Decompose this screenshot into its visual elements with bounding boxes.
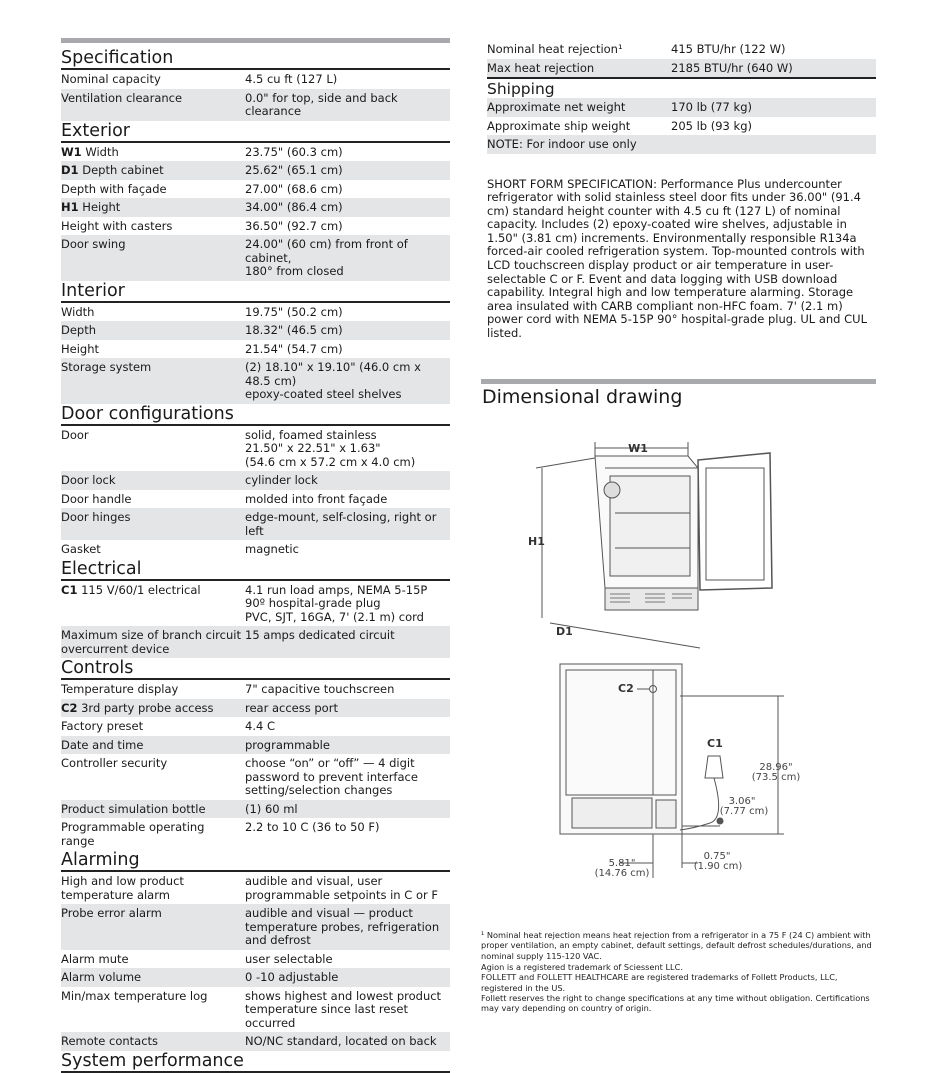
spec-sections xyxy=(61,48,450,1073)
spec-row xyxy=(61,161,450,180)
power-plug-icon xyxy=(705,756,723,778)
spec-value: choose “on” or “off” — 4 digit password to prevent interface setting/selection changes xyxy=(245,756,418,797)
spec-row xyxy=(61,626,450,658)
spec-value: NO/NC standard, located on back xyxy=(245,1034,437,1048)
spec-value: cylinder lock xyxy=(245,473,318,487)
row-label: Max heat rejection xyxy=(487,60,595,75)
spec-label xyxy=(61,683,245,697)
spec-value: 0.0" for top, side and back clearance xyxy=(245,90,398,118)
spec-value: 21.54" (54.7 cm) xyxy=(245,341,343,356)
row-value: 415 BTU/hr (122 W) xyxy=(671,42,786,56)
dim-5-81: 5.81" xyxy=(608,858,636,869)
spec-value: 0 -10 adjustable xyxy=(245,970,339,984)
section-title: Specification xyxy=(61,48,450,70)
spec-label xyxy=(61,220,245,234)
spec-label-text: High and low product temperature alarm xyxy=(61,874,184,902)
spec-label xyxy=(61,990,245,1031)
row-label: Approximate net weight xyxy=(487,100,626,114)
spec-label-text: Temperature display xyxy=(61,682,179,696)
dimensional-rule xyxy=(481,379,876,384)
row-value: 170 lb (77 kg) xyxy=(671,100,752,114)
spec-label-text: Width xyxy=(61,304,95,319)
spec-row xyxy=(61,736,450,755)
c2-label: C2 xyxy=(618,682,634,695)
dimensional-drawing xyxy=(520,438,810,888)
spec-value: 4.1 run load amps, NEMA 5-15P 90º hospital-grade plug PVC, SJT, 16GA, 7' (2.1 m) cord xyxy=(245,582,428,624)
dim-0-75: 0.75" xyxy=(703,851,731,862)
spec-row xyxy=(61,968,450,987)
spec-label xyxy=(61,306,245,320)
spec-label-text: Door lock xyxy=(61,473,116,487)
dim-73-5: (73.5 cm) xyxy=(751,772,801,783)
row-label: NOTE: For indoor use only xyxy=(487,137,637,151)
spec-value: 34.00" (86.4 cm) xyxy=(245,200,343,214)
legal-notes xyxy=(481,962,881,1013)
table-row xyxy=(487,59,876,78)
dim-7-77: (7.77 cm) xyxy=(719,806,769,817)
section-title: Exterior xyxy=(61,121,450,143)
spec-label-text: Door swing xyxy=(61,237,126,251)
spec-row xyxy=(61,754,450,800)
section-title: Controls xyxy=(61,658,450,680)
spec-row xyxy=(61,340,450,359)
spec-label-text: Product simulation bottle xyxy=(61,801,206,816)
spec-label-text: Date and time xyxy=(61,737,144,752)
spec-label-text: Min/max temperature log xyxy=(61,988,208,1003)
table-row xyxy=(487,40,876,59)
legal-follett: FOLLETT and FOLLETT HEALTHCARE are registered trademarks of Follett Products, LLC, registered in the US. xyxy=(481,972,838,993)
spec-code: D1 xyxy=(61,163,79,177)
shipping-table xyxy=(487,98,876,154)
spec-label xyxy=(61,739,245,753)
spec-value: 18.32" (46.5 cm) xyxy=(245,323,343,337)
spec-value: 24.00" (60 cm) from front of cabinet, 180° from closed xyxy=(245,237,408,278)
spec-label xyxy=(61,702,245,716)
spec-value: shows highest and lowest product temperature since last reset occurred xyxy=(245,988,442,1030)
spec-value: 23.75" (60.3 cm) xyxy=(245,144,343,159)
spec-label-text: Controller security xyxy=(61,756,168,770)
rear-grille xyxy=(572,798,652,828)
spec-row xyxy=(61,699,450,718)
spec-value: edge-mount, self-closing, right or left xyxy=(245,510,437,538)
spec-label xyxy=(61,543,245,557)
spec-label-text: Depth xyxy=(61,323,97,337)
spec-row xyxy=(61,303,450,322)
spec-label xyxy=(61,511,245,538)
spec-value: 19.75" (50.2 cm) xyxy=(245,304,343,319)
spec-row xyxy=(61,358,450,404)
spec-label xyxy=(61,238,245,279)
top-rule xyxy=(61,38,450,43)
spec-label xyxy=(61,474,245,488)
spec-row xyxy=(61,717,450,736)
spec-value: molded into front façade xyxy=(245,491,388,506)
spec-label xyxy=(61,146,245,160)
spec-row xyxy=(61,872,450,904)
spec-value: programmable xyxy=(245,737,330,752)
spec-value: 2.2 to 10 C (36 to 50 F) xyxy=(245,820,380,834)
spec-label-text: Height xyxy=(78,200,121,214)
heat-rejection-footnote: ¹ Nominal heat rejection means heat rejection from a refrigerator in a 75 F (24 C) ambient with proper ventilation, an empty cabinet, default settings, default defrost schedules/durations, and nominal supply 115-120 VAC. xyxy=(481,930,872,961)
spec-label-text: Probe error alarm xyxy=(61,906,162,920)
spec-label xyxy=(61,720,245,734)
spec-label-text: Alarm volume xyxy=(61,970,142,984)
spec-label xyxy=(61,183,245,197)
spec-label xyxy=(61,361,245,402)
spec-row xyxy=(61,89,450,121)
legal-agion: Agion is a registered trademark of Sciessent LLC. xyxy=(481,962,683,972)
spec-value: audible and visual — product temperature probes, refrigeration and defrost xyxy=(245,906,440,947)
spec-row xyxy=(61,471,450,490)
spec-label-text: Factory preset xyxy=(61,719,144,733)
fan-icon xyxy=(604,482,620,498)
spec-label xyxy=(61,201,245,215)
dim-1-90: (1.90 cm) xyxy=(693,861,743,872)
spec-row xyxy=(61,321,450,340)
spec-label-text: Depth cabinet xyxy=(78,163,164,177)
right-column xyxy=(487,40,876,341)
section-title: Interior xyxy=(61,281,450,303)
spec-label xyxy=(61,584,245,625)
spec-label-text: Door handle xyxy=(61,491,132,506)
spec-value: (1) 60 ml xyxy=(245,801,298,816)
spec-code: H1 xyxy=(61,200,79,214)
spec-label-text: Width xyxy=(81,144,119,159)
spec-label xyxy=(61,629,245,656)
spec-code: W1 xyxy=(61,144,82,159)
spec-label xyxy=(61,92,245,119)
table-row xyxy=(487,98,876,117)
cabinet-interior xyxy=(610,476,690,576)
dim-14-76: (14.76 cm) xyxy=(594,868,650,879)
spec-label xyxy=(61,757,245,798)
spec-label-text: Gasket xyxy=(61,542,101,556)
spec-value: 36.50" (92.7 cm) xyxy=(245,218,343,233)
spec-label xyxy=(61,907,245,948)
spec-value: magnetic xyxy=(245,542,299,556)
spec-value: rear access port xyxy=(245,700,338,715)
spec-code: C1 xyxy=(61,582,78,597)
shipping-title: Shipping xyxy=(487,77,876,98)
section-title: Alarming xyxy=(61,850,450,872)
legal-changes: Follett reserves the right to change specifications at any time without obligation. Certifications may vary depending on country of origin. xyxy=(481,992,870,1014)
spec-row xyxy=(61,490,450,509)
row-label: Nominal heat rejection¹ xyxy=(487,42,623,56)
spec-label-text: Ventilation clearance xyxy=(61,90,183,105)
dimensional-drawing-title: Dimensional drawing xyxy=(482,386,683,408)
spec-value: 15 amps dedicated circuit xyxy=(245,628,395,642)
spec-label-text: Door hinges xyxy=(61,510,131,524)
table-row xyxy=(487,117,876,136)
d1-label: D1 xyxy=(556,625,573,638)
spec-label-text: Programmable operating range xyxy=(61,820,205,848)
spec-row xyxy=(61,143,450,162)
spec-value: 4.4 C xyxy=(245,719,275,733)
spec-row xyxy=(61,217,450,236)
row-value: 205 lb (93 kg) xyxy=(671,118,752,133)
dim-28-96: 28.96" xyxy=(759,762,793,773)
spec-value: 7" capacitive touchscreen xyxy=(245,682,395,696)
spec-value: (2) 18.10" x 19.10" (46.0 cm x 48.5 cm) epoxy-coated steel shelves xyxy=(245,360,421,401)
spec-value: solid, foamed stainless 21.50" x 22.51" x 1.63" (54.6 cm x 57.2 cm x 4.0 cm) xyxy=(245,427,416,469)
spec-value: 4.5 cu ft (127 L) xyxy=(245,72,338,86)
spec-label-text: Depth with façade xyxy=(61,181,167,196)
spec-row xyxy=(61,904,450,950)
section-title: Electrical xyxy=(61,559,450,581)
spec-label-text: 3rd party probe access xyxy=(77,700,214,715)
spec-label-text: Height xyxy=(61,341,100,356)
spec-row xyxy=(61,800,450,819)
spec-label-text: Maximum size of branch circuit overcurrent device xyxy=(61,628,241,656)
spec-row xyxy=(61,581,450,627)
c1-label: C1 xyxy=(707,737,723,750)
spec-label-text: Remote contacts xyxy=(61,1034,159,1048)
spec-label-text: 115 V/60/1 electrical xyxy=(77,582,201,597)
spec-row xyxy=(61,540,450,559)
row-label: Approximate ship weight xyxy=(487,118,631,133)
spec-label-text: Door xyxy=(61,427,89,442)
spec-label xyxy=(61,953,245,967)
spec-label-text: Nominal capacity xyxy=(61,72,161,86)
spec-label xyxy=(61,1035,245,1049)
spec-label xyxy=(61,493,245,507)
row-value: 2185 BTU/hr (640 W) xyxy=(671,60,793,75)
spec-label xyxy=(61,73,245,87)
h1-label: H1 xyxy=(528,535,545,548)
spec-row xyxy=(61,198,450,217)
open-door xyxy=(698,453,772,590)
spec-label xyxy=(61,164,245,178)
spec-row xyxy=(61,508,450,540)
dim-3-06: 3.06" xyxy=(728,796,756,807)
spec-label-text: Alarm mute xyxy=(61,951,129,966)
spec-row xyxy=(61,987,450,1033)
spec-row xyxy=(61,680,450,699)
spec-row xyxy=(61,950,450,969)
spec-value: user selectable xyxy=(245,951,333,966)
spec-label-text: Storage system xyxy=(61,360,152,374)
spec-label xyxy=(61,803,245,817)
short-form-specification: SHORT FORM SPECIFICATION: Performance Plus undercounter refrigerator with solid stainless steel door fits under 36.00" (91.4 cm) standard height counter with 4.5 cu ft (127 L) of nominal capacity. Includes (2) epoxy-coated wire shelves, adjustable in 1.50" (3.81 cm) increments. Environmentally responsible R134a forced-air cooled refrigeration system. Top-mounted controls with LCD touchscreen display product or air temperature in user-selectable C or F. Event and data logging with USB download capability. Integral high and low temperature alarming. Storage area insulated with CARB compliant non-HFC foam. 7' (2.1 m) power cord with NEMA 5-15P 90° hospital-grade plug. UL and CUL listed. xyxy=(487,176,867,341)
spec-row xyxy=(61,70,450,89)
spec-value: audible and visual, user programmable setpoints in C or F xyxy=(245,874,438,902)
spec-row xyxy=(61,818,450,850)
spec-label-text: Height with casters xyxy=(61,218,173,233)
heat-rejection-table xyxy=(487,40,876,77)
table-row xyxy=(487,135,876,154)
spec-row xyxy=(61,426,450,472)
base-grille xyxy=(605,588,698,610)
spec-code: C2 xyxy=(61,700,78,715)
spec-label xyxy=(61,875,245,902)
w1-label: W1 xyxy=(628,442,648,455)
spec-label xyxy=(61,324,245,338)
row-value xyxy=(671,138,876,152)
spec-label xyxy=(61,821,245,848)
spec-row xyxy=(61,235,450,281)
section-title: Door configurations xyxy=(61,404,450,426)
spec-row xyxy=(61,180,450,199)
spec-value: 25.62" (65.1 cm) xyxy=(245,163,343,177)
specification-column xyxy=(61,38,450,1073)
section-title: System performance xyxy=(61,1051,450,1073)
spec-row xyxy=(61,1032,450,1051)
spec-label xyxy=(61,343,245,357)
spec-label xyxy=(61,429,245,470)
spec-value: 27.00" (68.6 cm) xyxy=(245,181,343,196)
spec-label xyxy=(61,971,245,985)
